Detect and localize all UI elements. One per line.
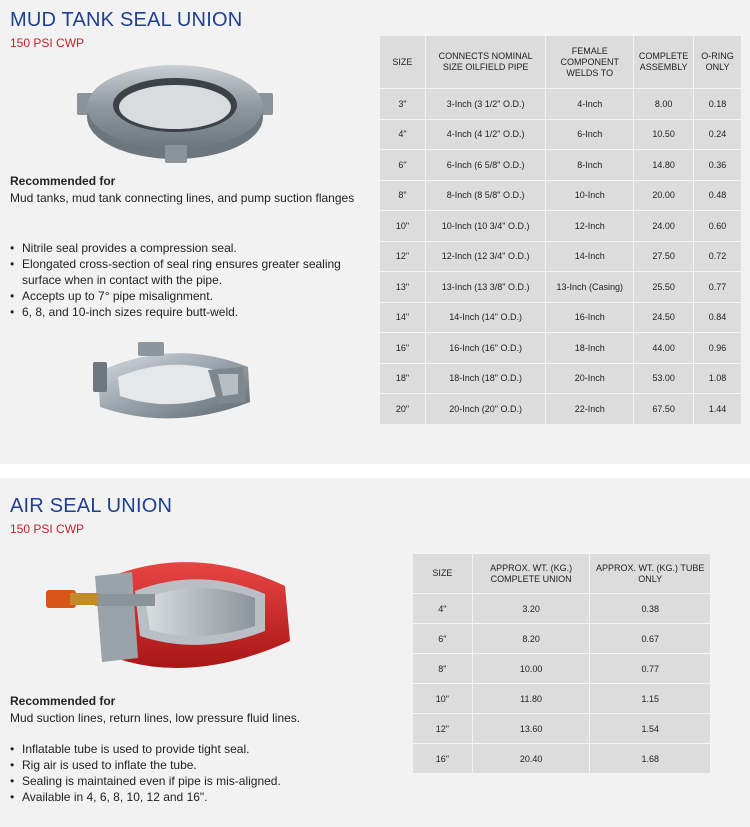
table-cell: 14.80 bbox=[634, 150, 694, 181]
air-recommended-text: Mud suction lines, return lines, low pressure fluid lines. bbox=[10, 711, 301, 725]
table-row bbox=[413, 594, 711, 624]
table-cell: 10-Inch (10 3/4" O.D.) bbox=[425, 211, 545, 242]
air-feature-list bbox=[10, 741, 390, 805]
table-row bbox=[413, 654, 711, 684]
table-cell: 11.80 bbox=[472, 684, 590, 714]
table-row bbox=[380, 333, 742, 364]
table-cell: 6-Inch (6 5/8" O.D.) bbox=[425, 150, 545, 181]
table-cell: 10.00 bbox=[472, 654, 590, 684]
table-cell: 14" bbox=[380, 302, 426, 333]
list-item: • 6, 8, and 10-inch sizes require butt-weld. bbox=[10, 304, 360, 320]
air-recommended-heading: Recommended for bbox=[10, 694, 116, 708]
table-row bbox=[380, 211, 742, 242]
table-cell: 10.50 bbox=[634, 119, 694, 150]
table-cell: 13-Inch (Casing) bbox=[546, 272, 634, 303]
table-row bbox=[380, 272, 742, 303]
list-item: • Elongated cross-section of seal ring ensures greater sealing surface when in contact with the pipe. bbox=[10, 256, 360, 288]
mud-tank-union-cutaway bbox=[78, 332, 268, 440]
table-cell: 0.48 bbox=[694, 180, 742, 211]
table-cell: 20.00 bbox=[634, 180, 694, 211]
table-cell: 6-Inch bbox=[546, 119, 634, 150]
table-row bbox=[413, 624, 711, 654]
table-cell: 3-Inch (3 1/2" O.D.) bbox=[425, 89, 545, 120]
table-cell: 20-Inch bbox=[546, 363, 634, 394]
table-cell: 8.00 bbox=[634, 89, 694, 120]
table-cell: 25.50 bbox=[634, 272, 694, 303]
column-header: O-RING ONLY bbox=[694, 36, 742, 89]
table-cell: 6" bbox=[380, 150, 426, 181]
table-cell: 16" bbox=[413, 744, 473, 774]
table-cell: 18-Inch (18" O.D.) bbox=[425, 363, 545, 394]
table-cell: 13.60 bbox=[472, 714, 590, 744]
table-row bbox=[380, 119, 742, 150]
table-cell: 14-Inch bbox=[546, 241, 634, 272]
table-row bbox=[380, 302, 742, 333]
table-cell: 8" bbox=[380, 180, 426, 211]
list-item: • Available in 4, 6, 8, 10, 12 and 16". bbox=[10, 789, 390, 805]
table-cell: 8-Inch (8 5/8" O.D.) bbox=[425, 180, 545, 211]
table-cell: 8.20 bbox=[472, 624, 590, 654]
table-row bbox=[413, 744, 711, 774]
air-title: AIR SEAL UNION bbox=[10, 495, 173, 517]
table-cell: 12" bbox=[380, 241, 426, 272]
table-cell: 16-Inch bbox=[546, 302, 634, 333]
column-header: FEMALE COMPONENT WELDS TO bbox=[546, 36, 634, 89]
table-cell: 18-Inch bbox=[546, 333, 634, 364]
table-cell: 0.67 bbox=[590, 624, 711, 654]
table-cell: 8-Inch bbox=[546, 150, 634, 181]
table-cell: 13" bbox=[380, 272, 426, 303]
table-row bbox=[380, 363, 742, 394]
mud-spec-table bbox=[379, 35, 742, 425]
table-cell: 0.96 bbox=[694, 333, 742, 364]
column-header: SIZE bbox=[380, 36, 426, 89]
mud-recommended-heading: Recommended for bbox=[10, 174, 116, 188]
list-item: • Accepts up to 7° pipe misalignment. bbox=[10, 288, 360, 304]
table-cell: 4-Inch bbox=[546, 89, 634, 120]
table-cell: 10-Inch bbox=[546, 180, 634, 211]
table-row bbox=[413, 714, 711, 744]
table-cell: 16-Inch (16" O.D.) bbox=[425, 333, 545, 364]
table-row bbox=[380, 89, 742, 120]
table-cell: 0.24 bbox=[694, 119, 742, 150]
table-row bbox=[380, 180, 742, 211]
table-cell: 20.40 bbox=[472, 744, 590, 774]
table-cell: 0.72 bbox=[694, 241, 742, 272]
table-cell: 12-Inch (12 3/4" O.D.) bbox=[425, 241, 545, 272]
table-cell: 20" bbox=[380, 394, 426, 425]
list-item: • Inflatable tube is used to provide tight seal. bbox=[10, 741, 390, 757]
column-header: COMPLETE ASSEMBLY bbox=[634, 36, 694, 89]
table-cell: 24.00 bbox=[634, 211, 694, 242]
mud-recommended-text: Mud tanks, mud tank connecting lines, and pump suction flanges bbox=[10, 191, 355, 205]
table-cell: 0.77 bbox=[694, 272, 742, 303]
table-cell: 16" bbox=[380, 333, 426, 364]
table-cell: 0.77 bbox=[590, 654, 711, 684]
air-pressure: 150 PSI CWP bbox=[10, 522, 85, 536]
air-seal-section bbox=[0, 478, 750, 827]
table-cell: 0.18 bbox=[694, 89, 742, 120]
mud-pressure: 150 PSI CWP bbox=[10, 36, 85, 50]
table-cell: 53.00 bbox=[634, 363, 694, 394]
table-cell: 12" bbox=[413, 714, 473, 744]
table-cell: 0.38 bbox=[590, 594, 711, 624]
column-header: APPROX. WT. (KG.) COMPLETE UNION bbox=[472, 554, 590, 594]
table-cell: 0.36 bbox=[694, 150, 742, 181]
column-header: CONNECTS NOMINAL SIZE OILFIELD PIPE bbox=[425, 36, 545, 89]
air-spec-table bbox=[412, 553, 711, 774]
table-cell: 8" bbox=[413, 654, 473, 684]
table-cell: 6" bbox=[413, 624, 473, 654]
table-cell: 13-Inch (13 3/8" O.D.) bbox=[425, 272, 545, 303]
table-cell: 44.00 bbox=[634, 333, 694, 364]
table-cell: 1.44 bbox=[694, 394, 742, 425]
table-cell: 0.60 bbox=[694, 211, 742, 242]
table-cell: 0.84 bbox=[694, 302, 742, 333]
table-cell: 14-Inch (14" O.D.) bbox=[425, 302, 545, 333]
list-item: • Rig air is used to inflate the tube. bbox=[10, 757, 390, 773]
table-cell: 18" bbox=[380, 363, 426, 394]
table-cell: 1.08 bbox=[694, 363, 742, 394]
table-row bbox=[380, 241, 742, 272]
table-cell: 20-Inch (20" O.D.) bbox=[425, 394, 545, 425]
table-header-row bbox=[380, 36, 742, 89]
table-cell: 1.15 bbox=[590, 684, 711, 714]
column-header: APPROX. WT. (KG.) TUBE ONLY bbox=[590, 554, 711, 594]
table-cell: 4" bbox=[380, 119, 426, 150]
table-cell: 10" bbox=[413, 684, 473, 714]
table-cell: 24.50 bbox=[634, 302, 694, 333]
table-row bbox=[380, 150, 742, 181]
table-cell: 4-Inch (4 1/2" O.D.) bbox=[425, 119, 545, 150]
mud-tank-union-photo bbox=[75, 55, 275, 167]
table-cell: 4" bbox=[413, 594, 473, 624]
table-cell: 67.50 bbox=[634, 394, 694, 425]
table-cell: 27.50 bbox=[634, 241, 694, 272]
table-cell: 1.68 bbox=[590, 744, 711, 774]
column-header: SIZE bbox=[413, 554, 473, 594]
table-cell: 1.54 bbox=[590, 714, 711, 744]
table-cell: 3" bbox=[380, 89, 426, 120]
table-row bbox=[380, 394, 742, 425]
mud-feature-list bbox=[10, 240, 360, 320]
list-item: • Sealing is maintained even if pipe is mis-aligned. bbox=[10, 773, 390, 789]
table-cell: 22-Inch bbox=[546, 394, 634, 425]
table-header-row bbox=[413, 554, 711, 594]
table-cell: 10" bbox=[380, 211, 426, 242]
table-cell: 12-Inch bbox=[546, 211, 634, 242]
list-item: • Nitrile seal provides a compression seal. bbox=[10, 240, 360, 256]
air-seal-union-cutaway bbox=[40, 546, 310, 676]
mud-title: MUD TANK SEAL UNION bbox=[10, 9, 243, 31]
table-row bbox=[413, 684, 711, 714]
table-cell: 3.20 bbox=[472, 594, 590, 624]
